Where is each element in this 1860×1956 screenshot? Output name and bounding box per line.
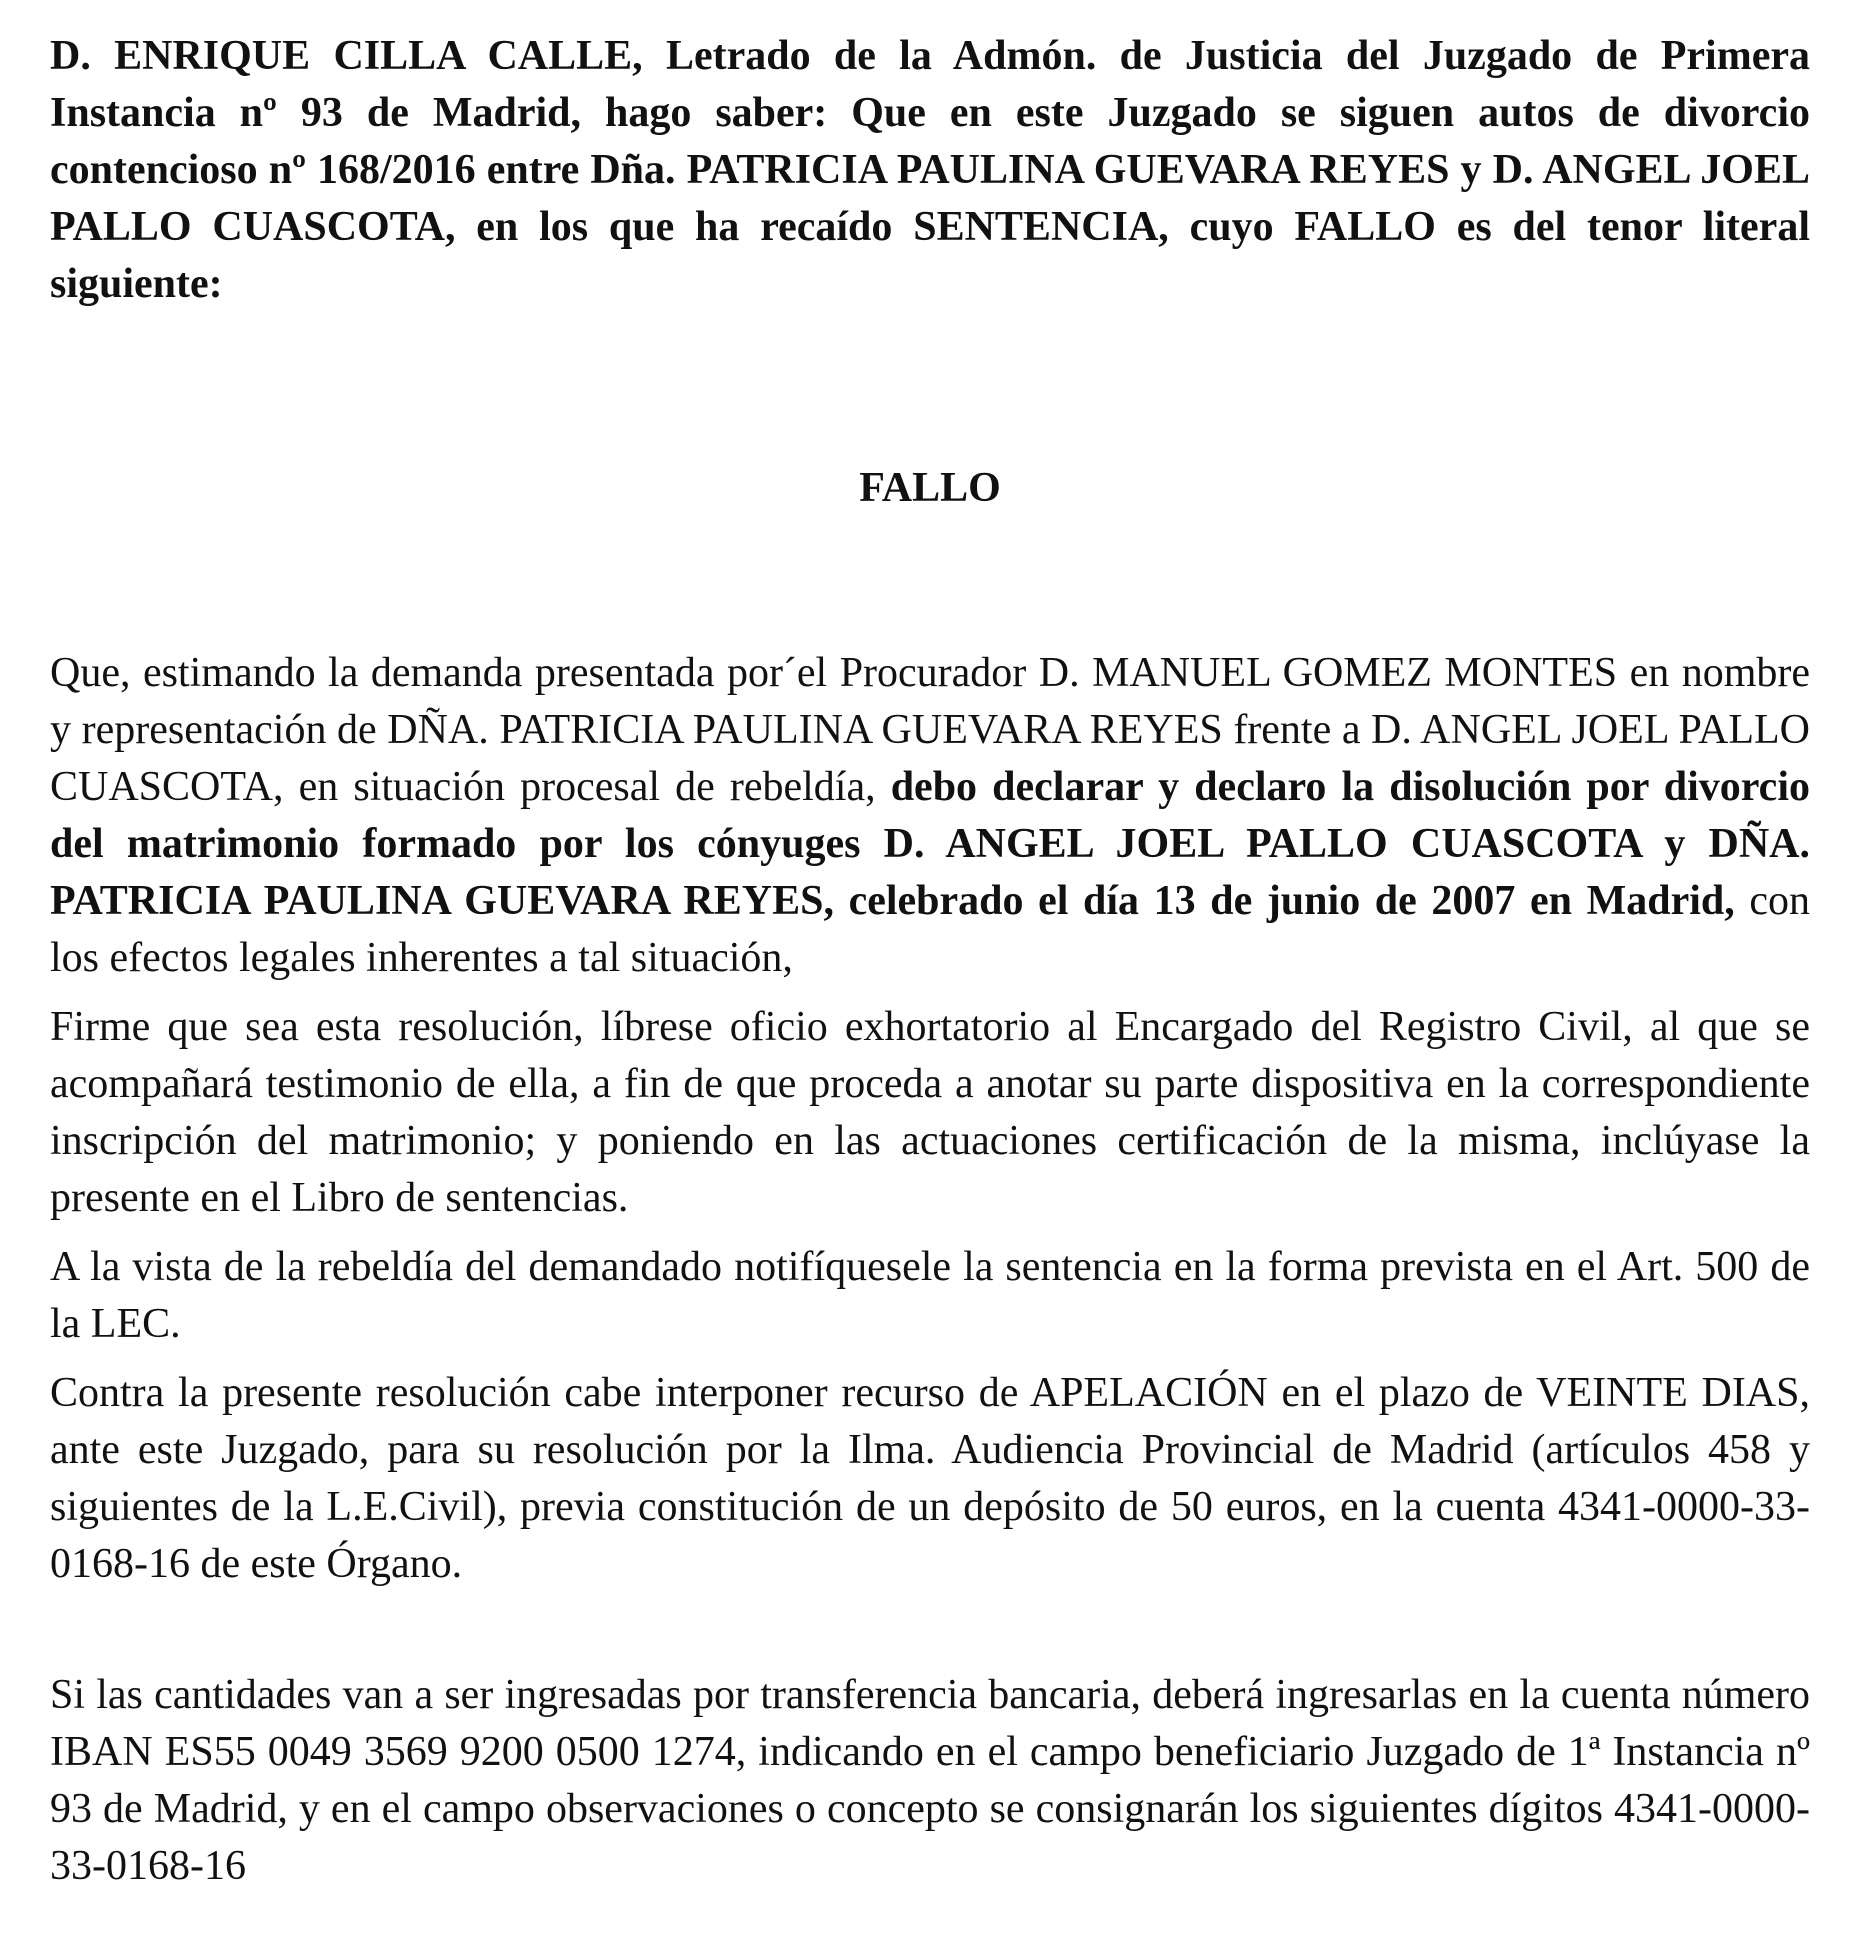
rebeldia-paragraph: A la vista de la rebeldía del demandado notifíquesele la sentencia en la forma prevista en el Art. 500 de la LEC. bbox=[50, 1244, 1810, 1347]
fallo-text-part1: Que, estimando la demanda presentada por´el Procurador D. MANUEL GOMEZ MONTES en nombre y representación de DÑA. PATRICIA PAULINA GUEVARA REYES frente a D. ANGEL JOEL PALLO CUASCOTA, en situación procesal de rebeldía, bbox=[50, 650, 1810, 810]
fallo-paragraph bbox=[50, 645, 1810, 987]
document-page bbox=[50, 28, 1810, 1895]
fallo-heading: FALLO bbox=[859, 465, 1001, 511]
firme-paragraph: Firme que sea esta resolución, líbrese oficio exhortatorio al Encargado del Registro Civil, al que se acompañará testimonio de ella, a fin de que proceda a anotar su parte dispositiva en la correspondiente inscripción del matrimonio; y poniendo en las actuaciones certificación de la misma, inclúyase la presente en el Libro de sentencias. bbox=[50, 1004, 1810, 1221]
fallo-text-bold: debo declarar y declaro la disolución por divorcio del matrimonio formado por los cónyuges D. ANGEL JOEL PALLO CUASCOTA y DÑA. PATRICIA PAULINA GUEVARA REYES, celebrado el día 13 de junio de 2007 en Madrid, bbox=[50, 764, 1810, 924]
fallo-text-part2: con los efectos legales inherentes a tal situación, bbox=[50, 878, 1810, 981]
recurso-paragraph: Contra la presente resolución cabe interponer recurso de APELACIÓN en el plazo de VEINTE DIAS, ante este Juzgado, para su resolución por la Ilma. Audiencia Provincial de Madrid (artículos 458 y siguientes de la L.E.Civil), previa constitución de un depósito de 50 euros, en la cuenta 4341-0000-33-0168-16 de este Órgano. bbox=[50, 1370, 1810, 1587]
intro-paragraph: D. ENRIQUE CILLA CALLE, Letrado de la Admón. de Justicia del Juzgado de Primera Instancia nº 93 de Madrid, hago saber: Que en este Juzgado se siguen autos de divorcio contencioso nº 168/2016 entre Dña. PATRICIA PAULINA GUEVARA REYES y D. ANGEL JOEL PALLO CUASCOTA, en los que ha recaído SENTENCIA, cuyo FALLO es del tenor literal siguiente: bbox=[50, 33, 1810, 307]
transferencia-paragraph: Si las cantidades van a ser ingresadas por transferencia bancaria, deberá ingresarlas en la cuenta número IBAN ES55 0049 3569 9200 0500 1274, indicando en el campo beneficiario Juzgado de 1ª Instancia nº 93 de Madrid, y en el campo observaciones o concepto se consignarán los siguientes dígitos 4341-0000-33-0168-16 bbox=[50, 1672, 1810, 1889]
